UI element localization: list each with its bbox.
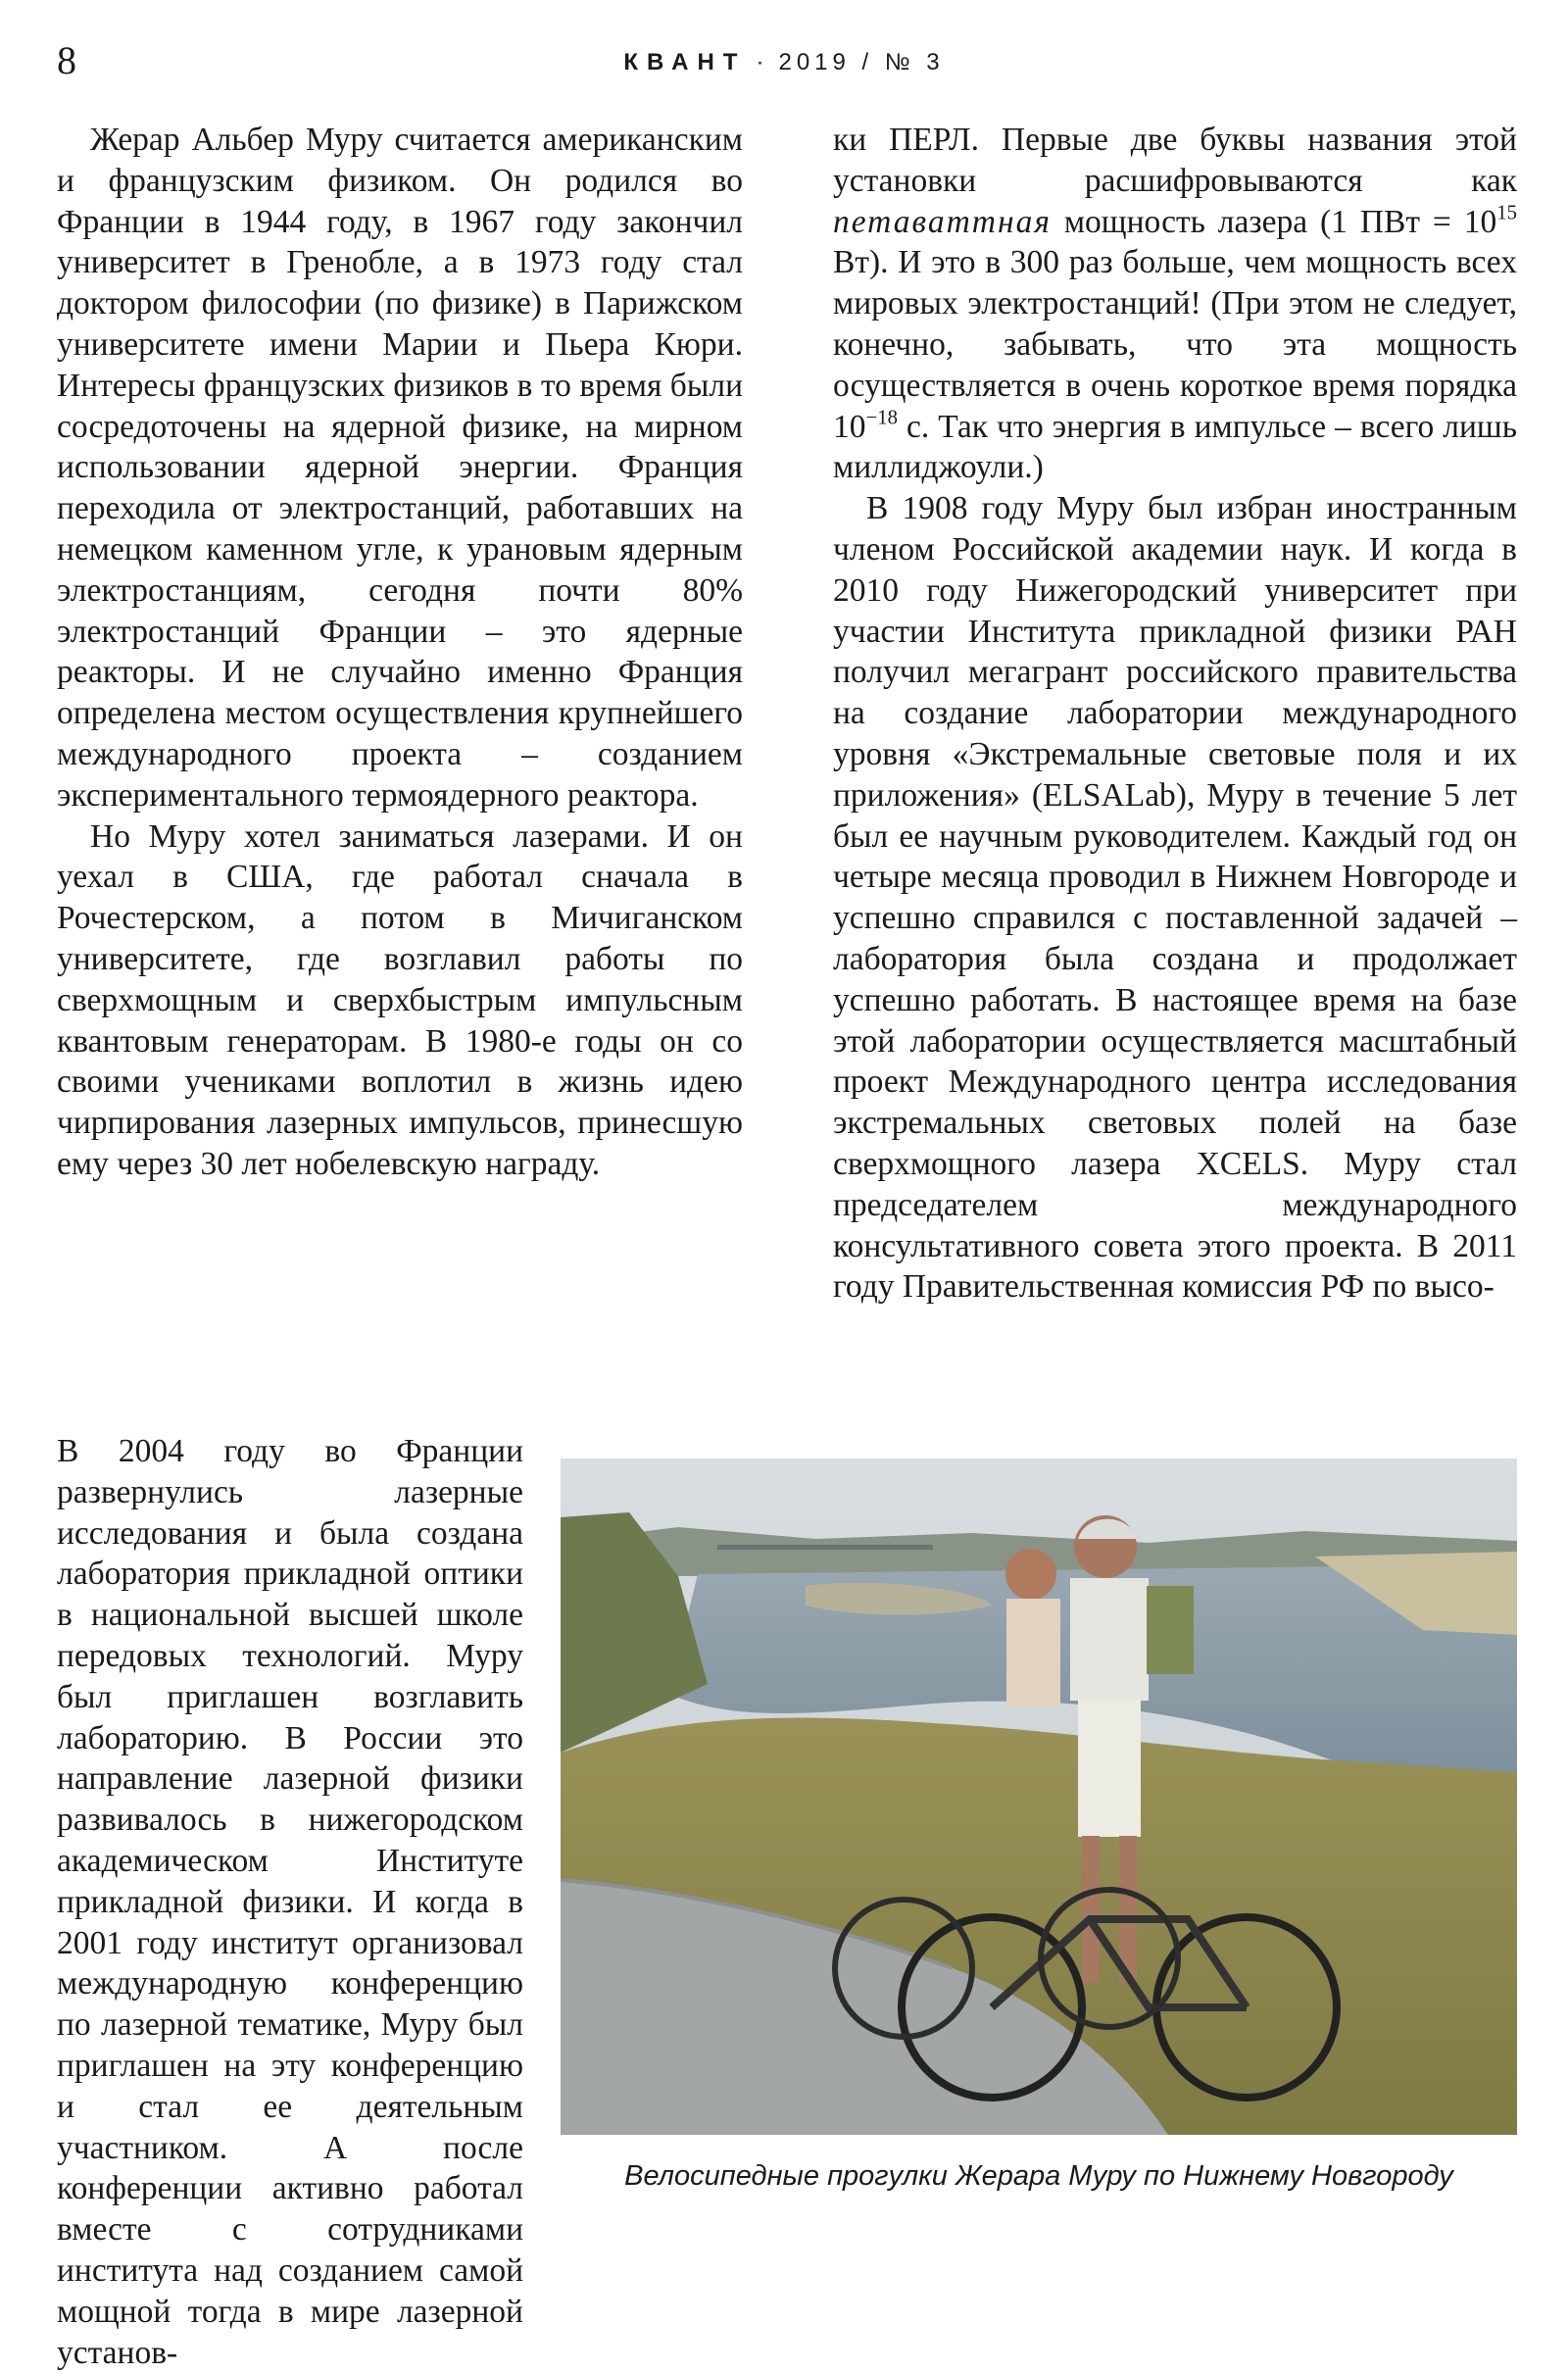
left-column [57,120,743,1185]
left-paragraph-1: Жерар Альбер Муру считается американским и французским физиком. Он родился во Франции в 1944 году, в 1967 году закончил университет в Гренобле, а в 1973 году стал доктором философии (по физике) в Парижском университете имени Марии и Пьера Кюри. Интересы французских физиков в то время были сосредоточены на ядерной физике, на мирном использовании ядерной энергии. Франция переходила от электростанций, работавших на немецком каменном угле, к урановым ядерным электростанциям, сегодня почти 80% электростанций Франции – это ядерные реакторы. И не случайно именно Франция определена местом осуществления крупнейшего международного проекта – созданием экспериментального термоядерного реактора. [57,122,743,814]
cycling-photo [561,1458,1517,2135]
right-column [833,120,1517,1308]
journal-title: КВАНТ [623,49,747,75]
left-paragraph-3: В 2004 году во Франции развернулись лазерные исследования и была создана лаборатория прикладной оптики в национальной высшей школе передовых технологий. Муру был приглашен возглавить лабораторию. В России это направление лазерной физики развивалось в нижегородском академическом Институте прикладной физики. И когда в 2001 году институт организовал международную конференцию по лазерной тематике, Муру был приглашен на эту конференцию и стал ее деятельным участником. А после конференции активно работал вместе с сотрудниками института над созданием самой мощной тогда в мире лазерной установ- [57,1433,523,2371]
right-p1-part-d: с. Так что энергия в импульсе – всего лишь миллиджоули.) [833,408,1517,486]
right-p1-part-b: мощность лазера (1 ПВт = 10 [1051,203,1497,240]
right-p1-part-c: Вт). И это в 300 раз больше, чем мощность всех мировых электростанций! (При этом не следует, конечно, забывать, что эта мощность осуществляется в очень короткое время порядка 10 [833,244,1517,445]
issue-number: 2019 / № 3 [778,49,945,75]
right-paragraph-2: В 1908 году Муру был избран иностранным членом Российской академии наук. И когда в 2010 году Нижегородский университет при участии Института прикладной физики РАН получил мегагрант российского правительства на создание лаборатории международного уровня «Экстремальные световые поля и их приложения» (ELSALab), Муру в течение 5 лет был ее научным руководителем. Каждый год он четыре месяца проводил в Нижнем Новгороде и успешно справился с поставленной задачей – лаборатория была создана и продолжает успешно работать. В настоящее время на базе этой лаборатории осуществляется масштабный проект Международного центра исследования экстремальных световых полей на базе сверхмощного лазера XCELS. Муру стал председателем международного консультативного совета этого проекта. В 2011 году Правительственная комиссия РФ по высо- [833,490,1517,1306]
header-separator: · [756,49,769,75]
left-paragraph-2: Но Муру хотел заниматься лазерами. И он уехал в США, где работал сначала в Рочестерском, а потом в Мичиганском университете, где возглавил работы по сверхмощным и сверхбыстрым импульсным квантовым генераторам. В 1980-е годы он со своими учениками воплотил в жизнь идею чирпирования лазерных импульсов, принесшую ему через 30 лет нобелевскую награду. [57,817,743,1182]
right-p1-part-a: ки ПЕРЛ. Первые две буквы названия этой установки расшифровываются как [833,122,1517,199]
photo-illustration [561,1458,1517,2135]
left-column-wrap [57,1431,523,2373]
running-head [0,51,1568,74]
exponent-minus-18: −18 [865,406,898,429]
exponent-15: 15 [1496,201,1517,224]
photo-caption: Велосипедные прогулки Жерара Муру по Нижнему Новгороду [624,2160,1453,2192]
page-number: 8 [57,38,76,82]
emphasis-petawatt: петаваттная [833,203,1052,240]
right-paragraph-1 [833,120,1517,488]
